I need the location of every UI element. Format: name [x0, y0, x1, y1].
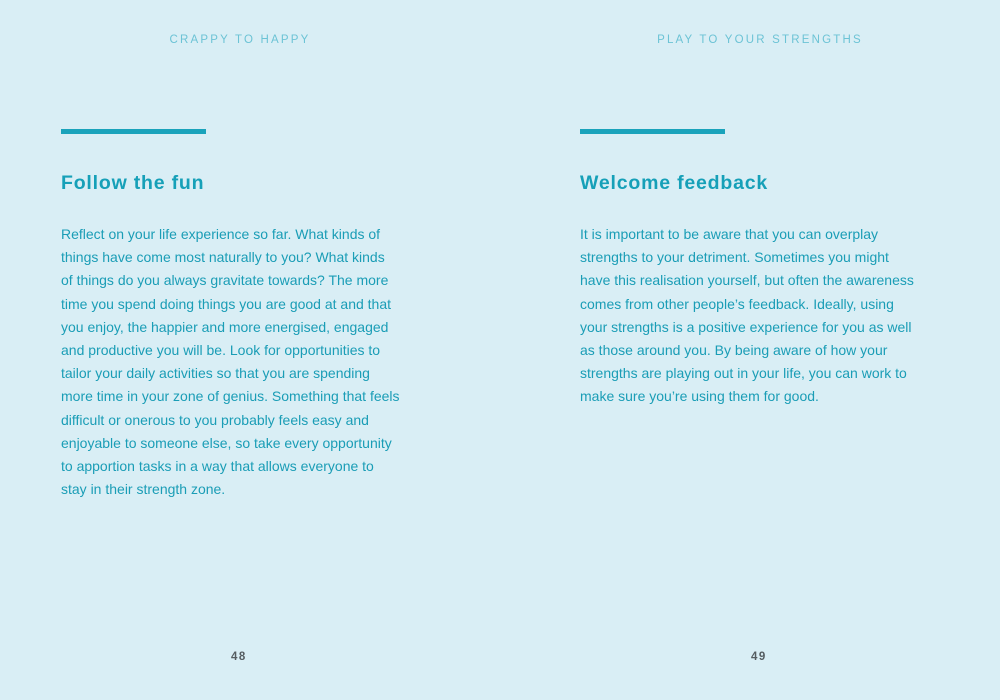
body-line: It is important to be aware that you can overplay [580, 226, 879, 242]
right-page [500, 0, 1000, 700]
section-rule [61, 129, 206, 134]
body-line: have this realisation yourself, but often the awareness [580, 272, 914, 289]
body-line: time you spend doing things you are good at and that [61, 295, 392, 312]
body-line: Reflect on your life experience so far. What kinds of [61, 226, 381, 242]
page-number: 48 [231, 651, 247, 663]
body-line: comes from other people’s feedback. Ideally, using [580, 295, 894, 312]
body-line: make sure you’re using them for good. [580, 388, 819, 405]
body-line: as those around you. By being aware of how your [580, 342, 888, 359]
body-line: your strengths is a positive experience for you as well [580, 318, 912, 335]
running-header: CRAPPY TO HAPPY [169, 34, 311, 46]
body-line: tailor your daily activities so that you are spending [61, 365, 370, 382]
body-paragraph [61, 223, 433, 501]
body-line: of things do you always gravitate towards? The more [61, 272, 389, 289]
body-line: enjoyable to someone else, so take every opportunity [61, 434, 392, 451]
body-line: to apportion tasks in a way that allows everyone to [61, 458, 374, 475]
body-line: difficult or onerous to you probably feels easy and [61, 411, 369, 428]
body-line: stay in their strength zone. [61, 481, 226, 498]
body-line: more time in your zone of genius. Something that feels [61, 388, 400, 405]
page-number: 49 [751, 651, 767, 663]
body-line: and productive you will be. Look for opportunities to [61, 342, 381, 359]
section-heading: Welcome feedback [580, 172, 769, 194]
body-line: you enjoy, the happier and more energised, engaged [61, 318, 389, 335]
body-line: strengths are playing out in your life, you can work to [580, 365, 907, 382]
body-line: strengths to your detriment. Sometimes you might [580, 249, 889, 266]
body-line: things have come most naturally to you? What kinds [61, 249, 385, 266]
running-header: PLAY TO YOUR STRENGTHS [657, 34, 863, 46]
section-heading: Follow the fun [61, 172, 205, 194]
section-rule [580, 129, 725, 134]
body-paragraph [580, 223, 944, 409]
